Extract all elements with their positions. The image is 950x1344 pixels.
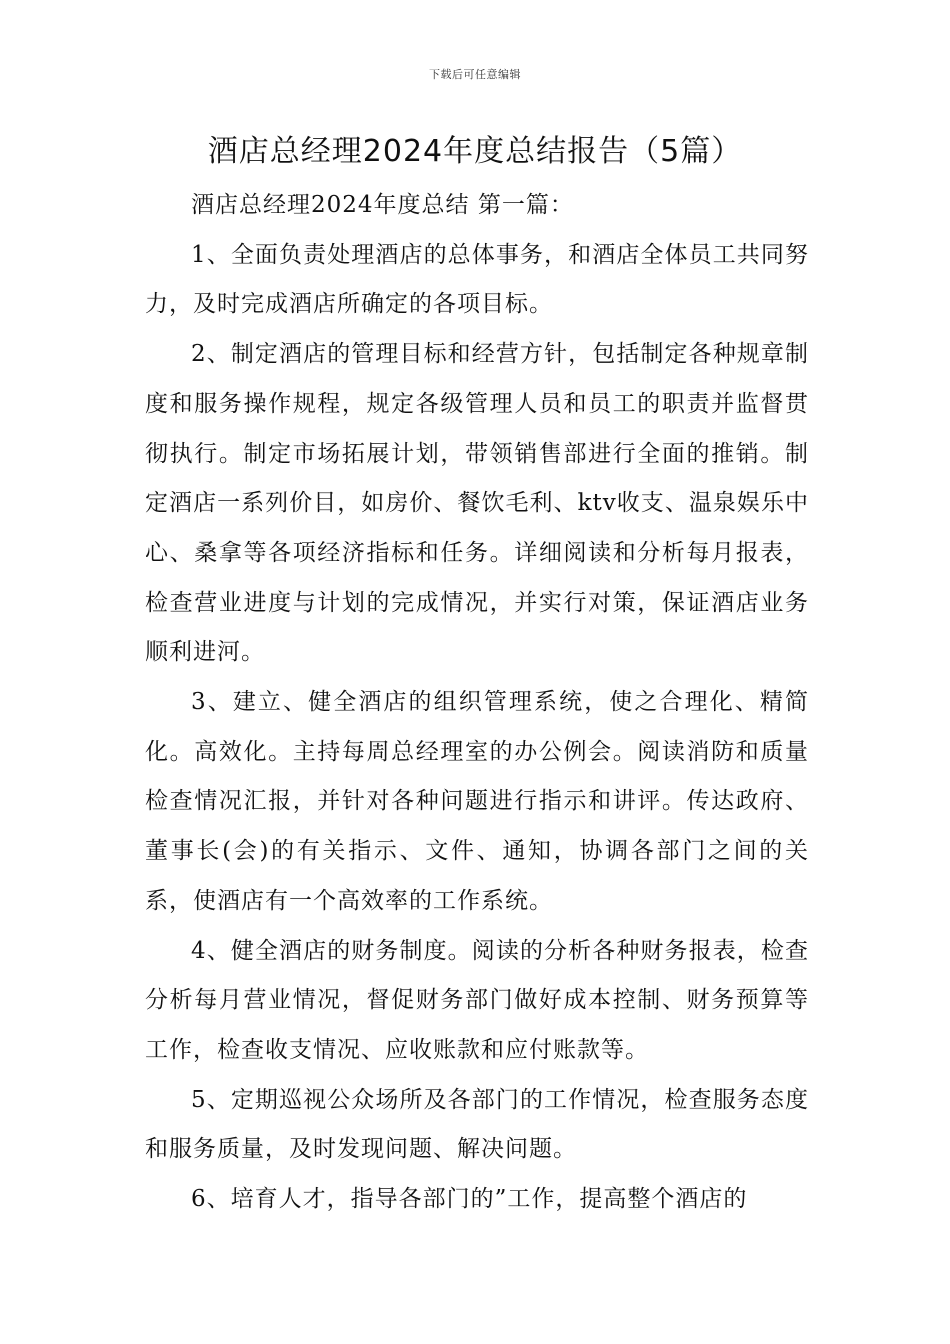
paragraph-item-6: 6、培育人才，指导各部门的”工作，提高整个酒店的 bbox=[191, 1186, 748, 1213]
paragraph-item-5: 5、定期巡视公众场所及各部门的工作情况，检查服务态度和服务质量，及时发现问题、解决问题。 bbox=[145, 1086, 809, 1163]
paragraph-item-2: 2、制定酒店的管理目标和经营方针，包括制定各种规章制度和服务操作规程，规定各级管理人员和员工的职责并监督贯彻执行。制定市场拓展计划，带领销售部进行全面的推销。制定酒店一系列价目，如房价、餐饮毛利、ktv收支、温泉娱乐中心、桑拿等各项经济指标和任务。详细阅读和分析每月报表，检查营业进度与计划的完成情况，并实行对策，保证酒店业务顺利进河。 bbox=[145, 341, 809, 666]
paragraph-item-3: 3、建立、健全酒店的组织管理系统，使之合理化、精简化。高效化。主持每周总经理室的办公例会。阅读消防和质量检查情况汇报，并针对各种问题进行指示和讲评。传达政府、董事长(会)的有关指示、文件、通知，协调各部门之间的关系，使酒店有一个高效率的工作系统。 bbox=[145, 689, 809, 914]
paragraph-item-4: 4、健全酒店的财务制度。阅读的分析各种财务报表，检查分析每月营业情况，督促财务部门做好成本控制、财务预算等工作，检查收支情况、应收账款和应付账款等。 bbox=[145, 937, 809, 1063]
section-heading: 酒店总经理2024年度总结 第一篇： bbox=[191, 192, 574, 218]
document-body bbox=[145, 181, 809, 1225]
document-title: 酒店总经理2024年度总结报告（5篇） bbox=[207, 134, 743, 169]
paragraph-item-1: 1、全面负责处理酒店的总体事务，和酒店全体员工共同努力，及时完成酒店所确定的各项目标。 bbox=[145, 241, 809, 318]
header-note: 下载后可任意编辑 bbox=[429, 68, 521, 81]
